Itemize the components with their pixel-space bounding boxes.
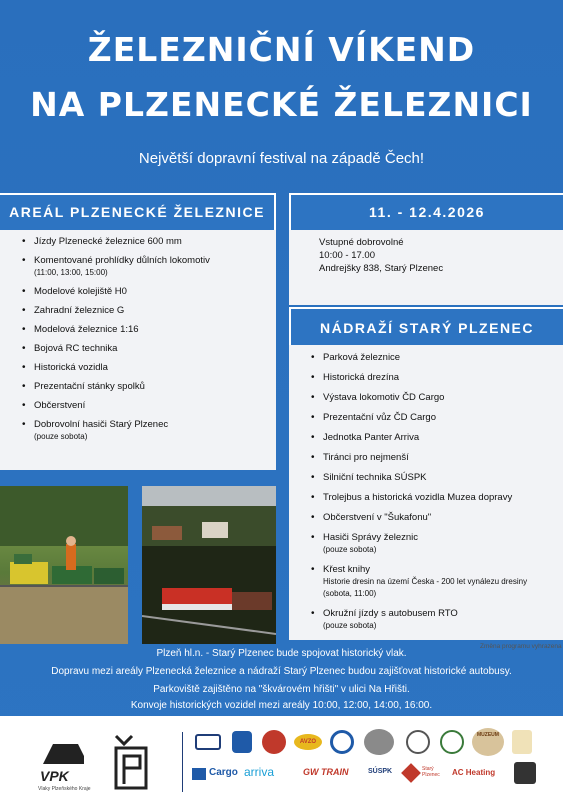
gw-train-logo: GW TRAIN <box>303 767 349 777</box>
right-item <box>309 512 557 524</box>
right-item <box>309 432 557 444</box>
left-item <box>20 400 266 412</box>
right-item <box>309 472 557 484</box>
left-item-text: Dobrovolní hasiči Starý Plzenec <box>34 419 169 430</box>
round-logo-icon <box>330 730 354 754</box>
right-item <box>309 392 557 404</box>
left-item <box>20 381 266 393</box>
title-line-1: ŽELEZNIČNÍ VÍKEND <box>87 30 476 69</box>
stary-plzenec-icon <box>401 763 421 783</box>
entry-info <box>289 230 563 305</box>
entry-fee: Vstupné dobrovolné <box>319 237 404 248</box>
logo-separator <box>182 732 183 792</box>
left-item-note: (pouze sobota) <box>34 432 88 441</box>
steam-engine-logo-icon <box>514 762 536 784</box>
left-item-text: Občerstvení <box>34 400 86 411</box>
shield-logo-icon <box>232 731 252 753</box>
subtitle: Největší dopravní festival na západě Čech! <box>138 150 425 167</box>
cd-logo <box>110 734 152 792</box>
left-program-list <box>20 236 266 443</box>
right-item-text: Silniční technika SÚSPK <box>323 472 427 483</box>
title-line-2: NA PLZENECKÉ ŽELEZNICI <box>30 85 533 124</box>
right-item <box>309 608 557 632</box>
program-change-note: Změna programu vyhrazena <box>480 643 562 650</box>
address: Andrejšky 838, Starý Plzenec <box>319 263 444 274</box>
left-item <box>20 324 266 336</box>
opening-hours: 10:00 - 17.00 <box>319 250 375 261</box>
bottom-line-2: Dopravu mezi areály Plzenecká železnice a nádraží Starý Plzenec budou zajišťovat historické autobusy. <box>51 666 512 677</box>
left-item <box>20 305 266 317</box>
right-item-text: Výstava lokomotiv ČD Cargo <box>323 392 445 403</box>
right-item-text: Historická drezína <box>323 372 400 383</box>
figure-logo-icon <box>512 730 532 754</box>
left-item <box>20 343 266 355</box>
left-item-text: Bojová RC technika <box>34 343 118 354</box>
model-railway-photo <box>142 486 276 644</box>
right-item-text: Trolejbus a historická vozidla Muzea dopravy <box>323 492 513 503</box>
right-item-text: Jednotka Panter Arriva <box>323 432 420 443</box>
bottom-line-1: Plzeň hl.n. - Starý Plzenec bude spojovat historický vlak. <box>156 648 407 659</box>
left-item <box>20 419 266 443</box>
left-item-text: Zahradní železnice G <box>34 305 125 316</box>
left-item-text: Modelová železnice 1:16 <box>34 324 139 335</box>
right-item <box>309 532 557 556</box>
left-item <box>20 286 266 298</box>
cd-emblem-icon <box>110 734 152 792</box>
vpk-text: VPK <box>40 768 69 784</box>
vpk-logo <box>38 734 91 794</box>
stary-plzenec-logo: Starý Plzenec <box>422 766 440 778</box>
left-item <box>20 255 266 279</box>
right-item-text: Občerstvení v "Šukafonu" <box>323 512 432 523</box>
right-item <box>309 412 557 424</box>
club-logo-icon <box>406 730 430 754</box>
right-program-list <box>309 352 557 632</box>
garden-railway-photo <box>0 486 128 644</box>
left-program-panel <box>0 230 276 470</box>
left-item <box>20 362 266 374</box>
left-item-note: (11:00, 13:00, 15:00) <box>34 268 108 277</box>
right-item-text: Prezentační vůz ČD Cargo <box>323 412 436 423</box>
vpk-caption: Vlaky Plzeňského Kraje <box>38 786 91 792</box>
right-item-text: Tiránci pro nejmenší <box>323 452 409 463</box>
right-item-text: Okružní jízdy s autobusem RTO <box>323 608 458 619</box>
ac-heating-logo: AC Heating <box>452 768 496 777</box>
model-railway-illustration <box>142 486 276 644</box>
left-item-text: Historická vozidla <box>34 362 108 373</box>
bottom-line-3: Parkoviště zajištěno na "škvárovém hřišti" v ulici Na Hřišti. <box>153 684 410 695</box>
cd-cargo-logo: Cargo <box>209 767 238 778</box>
right-item-text: Parková železnice <box>323 352 401 363</box>
right-item-text: Křest knihy <box>323 564 370 575</box>
bus-logo-icon <box>195 734 221 750</box>
bottom-line-4: Konvoje historických vozidel mezi areály 10:00, 12:00, 14:00, 16:00. <box>130 700 433 711</box>
vpk-train-icon <box>38 734 88 768</box>
fire-brigade-logo-icon <box>262 730 286 754</box>
green-logo-icon <box>440 730 464 754</box>
left-item-text: Prezentační stánky spolků <box>34 381 145 392</box>
seal-logo-icon <box>364 729 394 755</box>
muzeum-logo: MUZEUM <box>472 728 504 756</box>
partner-logos <box>0 716 563 800</box>
right-item <box>309 372 557 384</box>
left-heading: AREÁL PLZENECKÉ ŽELEZNICE <box>0 193 276 230</box>
right-item-note: (pouze sobota) <box>323 621 377 630</box>
left-item <box>20 236 266 248</box>
garden-railway-illustration <box>0 486 128 644</box>
right-item-text: Hasiči Správy železnic <box>323 532 419 543</box>
right-item <box>309 492 557 504</box>
cd-cargo-icon <box>192 768 206 780</box>
right-heading: NÁDRAŽÍ STARÝ PLZENEC <box>289 307 563 345</box>
right-item-note: Historie dresin na území Česka - 200 let vynálezu dresiny <box>323 577 528 586</box>
avzo-logo: AVZO <box>294 734 322 750</box>
event-date: 11. - 12.4.2026 <box>289 193 563 230</box>
right-item <box>309 452 557 464</box>
left-item-text: Komentované prohlídky důlních lokomotiv <box>34 255 210 266</box>
right-item-note: (pouze sobota) <box>323 545 377 554</box>
right-item <box>309 564 557 600</box>
arriva-logo: arriva <box>244 765 275 779</box>
right-item-note: (sobota, 11:00) <box>323 589 377 598</box>
right-item <box>309 352 557 364</box>
left-item-text: Jízdy Plzenecké železnice 600 mm <box>34 236 182 247</box>
suspk-logo: SÚSPK <box>368 768 393 775</box>
right-program-panel <box>289 345 563 640</box>
left-item-text: Modelové kolejiště H0 <box>34 286 127 297</box>
